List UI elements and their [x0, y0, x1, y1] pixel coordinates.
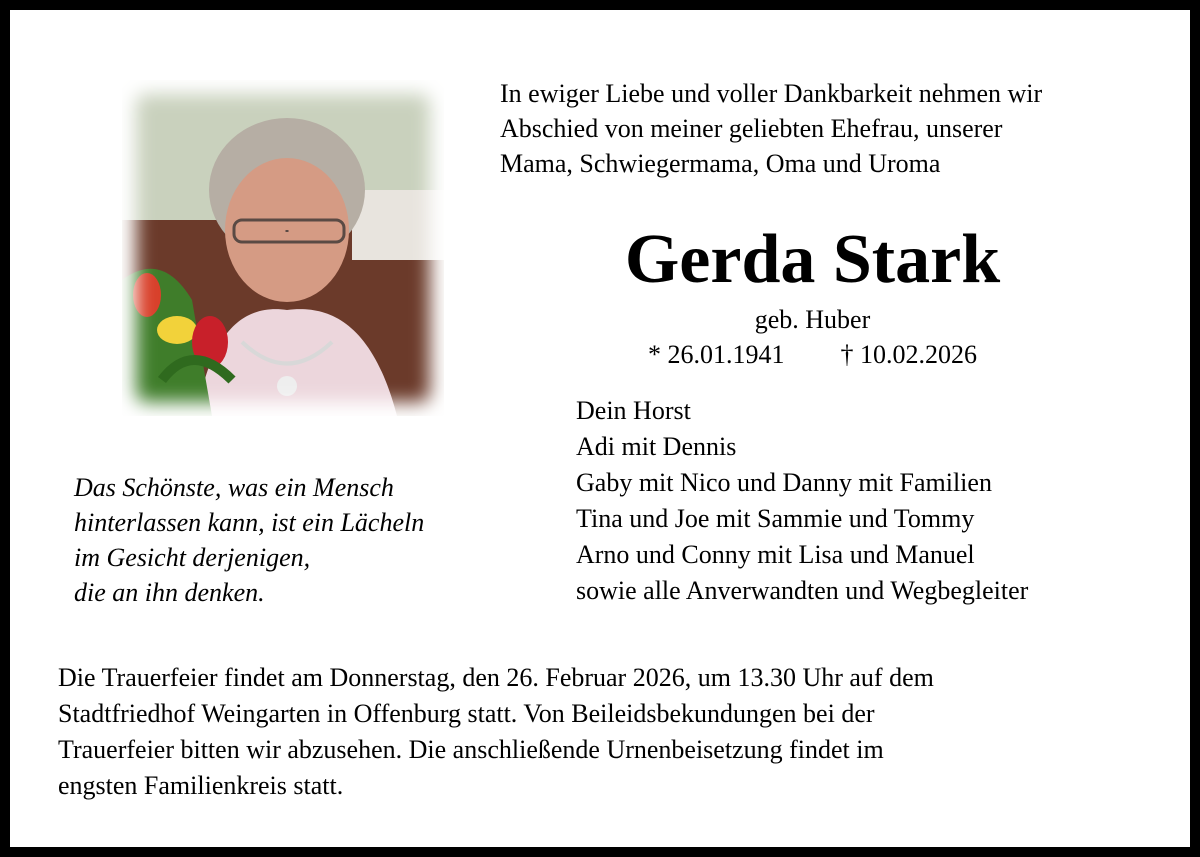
mourner-line: Dein Horst: [576, 396, 691, 425]
portrait-photo: [122, 80, 444, 416]
death-date: † 10.02.2026: [840, 340, 977, 369]
deceased-name: Gerda Stark: [624, 221, 1001, 298]
mourner-line: sowie alle Anverwandten und Wegbegleiter: [576, 576, 1029, 605]
intro-text: In ewiger Liebe und voller Dankbarkeit nehmen wir Abschied von meiner geliebten Ehefrau, unserer Mama, Schwiegermama, Oma und Uroma: [500, 79, 1043, 178]
mourners-list: [576, 393, 1176, 609]
mourner-line: Gaby mit Nico und Danny mit Familien: [576, 468, 992, 497]
mourner-line: Tina und Joe mit Sammie und Tommy: [576, 504, 975, 533]
life-dates: [500, 337, 1125, 372]
maiden-name: geb. Huber: [754, 305, 871, 334]
funeral-announcement: Die Trauerfeier findet am Donnerstag, den 26. Februar 2026, um 13.30 Uhr auf dem Stadtfriedhof Weingarten in Offenburg statt. Von Beileidsbekundungen bei der Trauerfeier bitten wir abzusehen. Die anschließende Urnenbeisetzung findet im engsten Familienkreis statt.: [58, 663, 934, 800]
mourner-line: Arno und Conny mit Lisa und Manuel: [576, 540, 975, 569]
mourner-line: Adi mit Dennis: [576, 432, 737, 461]
birth-date: * 26.01.1941: [648, 340, 785, 369]
memorial-quote: Das Schönste, was ein Mensch hinterlassen kann, ist ein Lächeln im Gesicht derjenigen, die an ihn denken.: [74, 473, 425, 607]
